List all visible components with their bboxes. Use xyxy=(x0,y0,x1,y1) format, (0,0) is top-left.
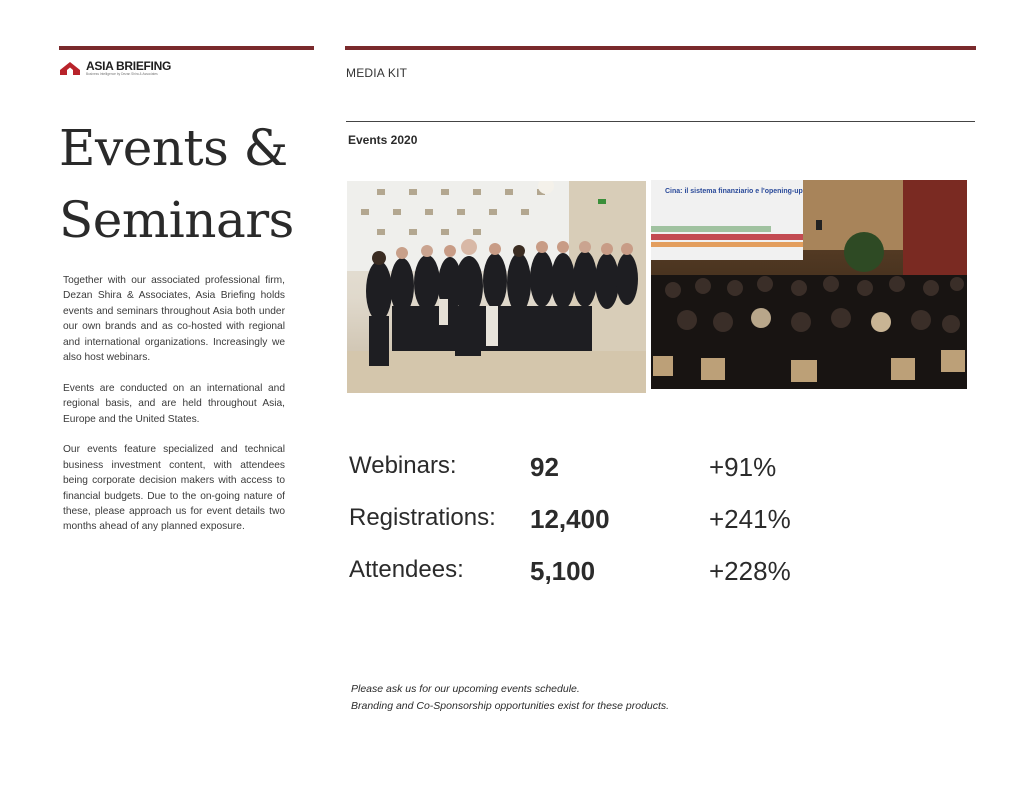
page-title-line-1: Events & xyxy=(59,119,288,177)
intro-paragraph: Events are conducted on an international and regional basis, and are held throughout Asia, Europe and the United States. xyxy=(63,382,285,425)
brand-tagline: Business Intelligence by Dezan Shira & Associates xyxy=(86,72,158,76)
section-label: Events 2020 xyxy=(348,133,418,147)
stat-value: 12,400 xyxy=(530,504,610,534)
header-rule-left xyxy=(59,46,314,50)
stat-value: 5,100 xyxy=(530,556,596,586)
stat-row-attendees xyxy=(349,556,869,596)
brand-name: ASIA BRIEFING xyxy=(86,59,171,73)
header-rule-right xyxy=(345,46,976,50)
logo-roof-icon xyxy=(59,60,81,76)
notes xyxy=(351,681,669,715)
section-rule xyxy=(346,121,975,122)
group-photo xyxy=(347,181,646,393)
stat-value: 92 xyxy=(530,452,559,482)
note-line: Branding and Co-Sponsorship opportunities exist for these products. xyxy=(351,700,670,712)
stat-growth: +241% xyxy=(709,504,791,534)
stat-label: Registrations: xyxy=(349,504,496,531)
page-title xyxy=(59,112,294,256)
page-title-line-2: Seminars xyxy=(59,191,294,249)
slide-text: Cina: il sistema finanziario e l'opening-up xyxy=(665,188,803,195)
media-kit-label: MEDIA KIT xyxy=(346,66,408,80)
seminar-photo xyxy=(651,180,967,389)
stat-row-registrations xyxy=(349,504,869,544)
note-line: Please ask us for our upcoming events schedule. xyxy=(351,683,580,695)
asia-briefing-logo xyxy=(59,60,171,76)
intro-paragraph: Together with our associated professional firm, Dezan Shira & Associates, Asia Briefing holds events and seminars throughout Asia both under our own brands and as co-hosted with regional and international organizations. Increasingly we also host webinars. xyxy=(63,275,285,364)
stat-growth: +91% xyxy=(709,452,777,482)
intro-text xyxy=(63,273,285,550)
stat-label: Attendees: xyxy=(349,556,464,583)
stat-growth: +228% xyxy=(709,556,791,586)
stat-label: Webinars: xyxy=(349,452,457,479)
stat-row-webinars xyxy=(349,452,869,492)
intro-paragraph: Our events feature specialized and technical business investment content, with attendees being corporate decision makers with access to financial budgets. Due to the on-going nature of these, please approach us for event details two months ahead of any planned exposure. xyxy=(63,444,285,533)
